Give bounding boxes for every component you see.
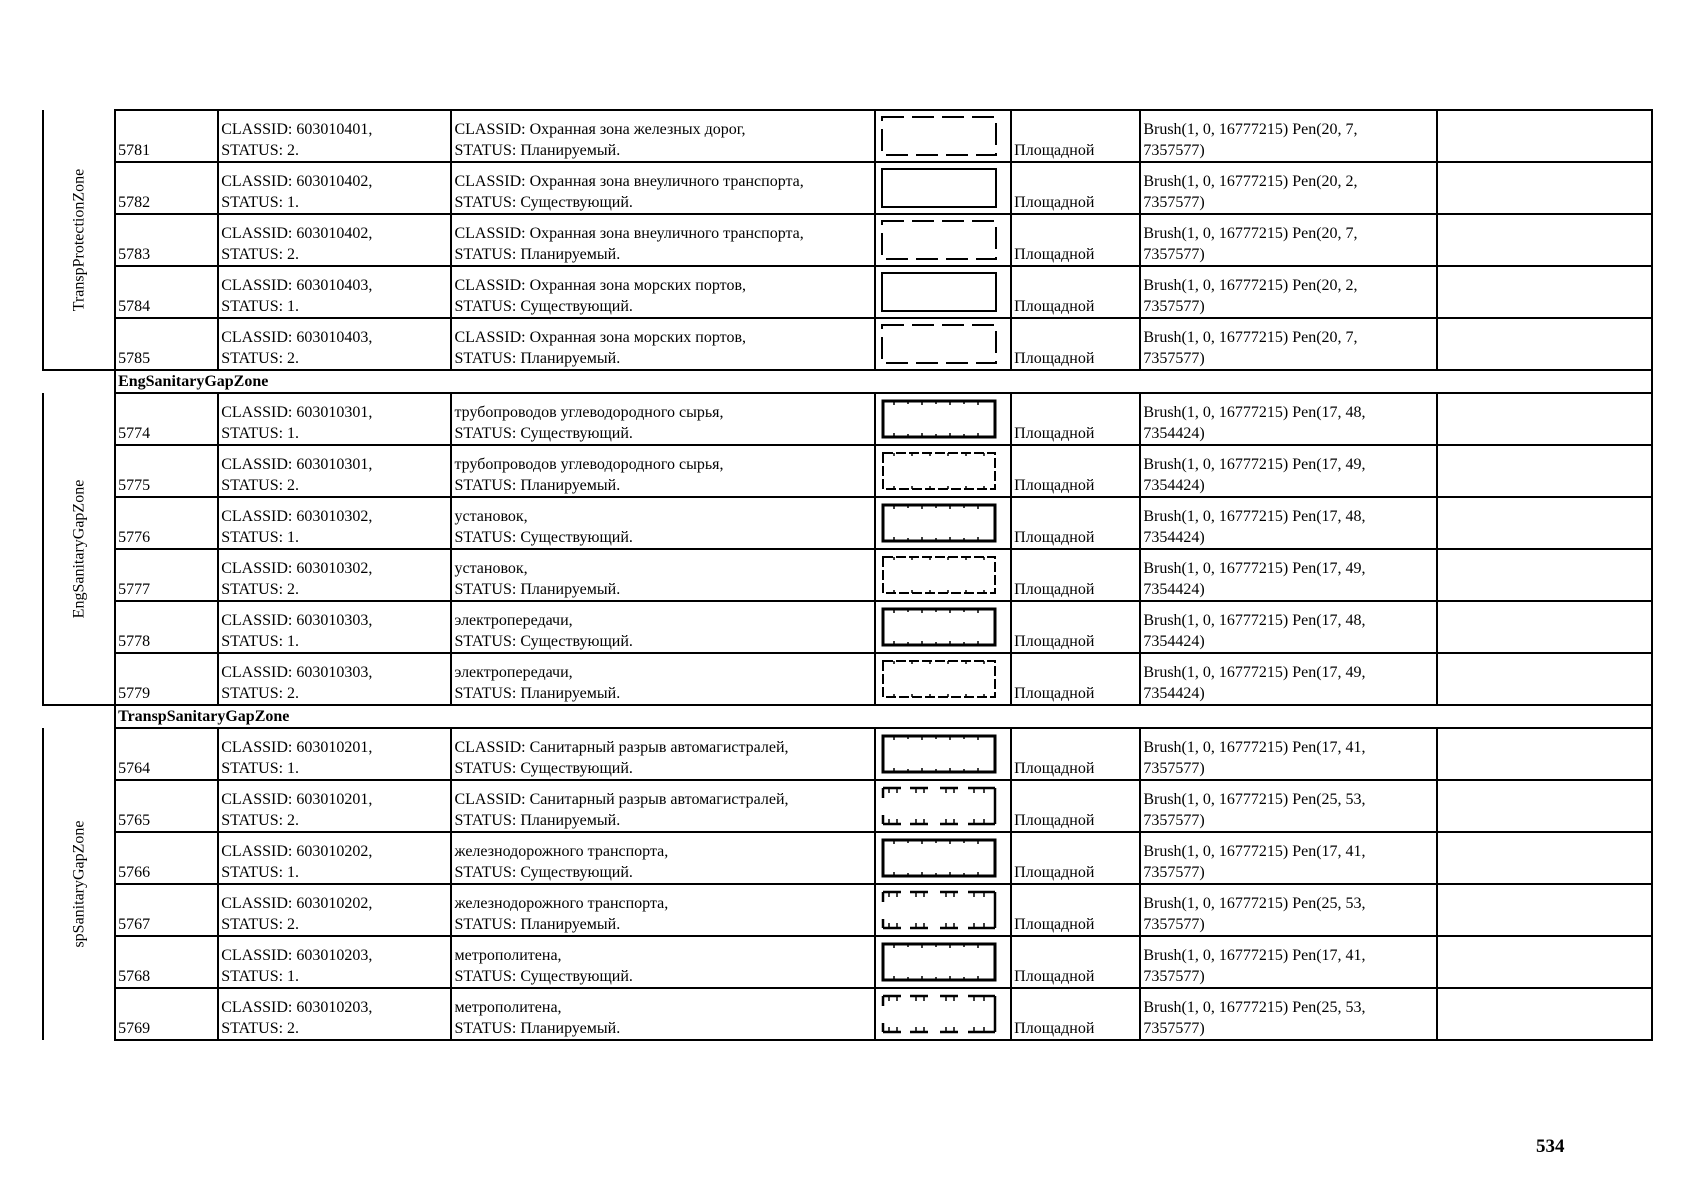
table-row [43,318,1652,370]
status-text: STATUS: Существующий. [454,425,633,442]
description-cell [451,653,875,705]
geometry-type-cell: Площадной [1011,497,1140,549]
geometry-type-cell: Площадной [1011,988,1140,1040]
style-color-text: 7357577) [1143,298,1205,315]
status-text: STATUS: Существующий. [454,633,633,650]
table-row [43,393,1652,445]
style-color-text: 7357577) [1143,246,1205,263]
class-cell [218,393,451,445]
style-brush-pen-text: Brush(1, 0, 16777215) Pen(25, 53, [1143,791,1366,808]
area-symbol-icon [880,500,998,546]
style-cell [1140,266,1436,318]
style-brush-pen-text: Brush(1, 0, 16777215) Pen(20, 2, [1143,173,1358,190]
table-row [43,601,1652,653]
geometry-type-cell: Площадной [1011,110,1140,162]
status-code-text: STATUS: 2. [221,916,300,933]
empty-cell [1437,445,1652,497]
geometry-type-cell: Площадной [1011,445,1140,497]
symbol-cell [875,318,1011,370]
code-cell: 5774 [115,393,218,445]
status-code-text: STATUS: 1. [221,633,300,650]
description-text: CLASSID: Охранная зона внеуличного транспорта, [454,225,804,242]
table-row [43,832,1652,884]
description-cell [451,832,875,884]
class-id-text: CLASSID: 603010302, [221,560,373,577]
class-id-text: CLASSID: 603010403, [221,277,373,294]
geometry-type-cell: Площадной [1011,549,1140,601]
description-text: метрополитена, [454,947,562,964]
area-symbol-icon [880,731,998,777]
symbol-cell [875,445,1011,497]
class-cell [218,162,451,214]
symbol-cell [875,728,1011,780]
empty-cell [1437,497,1652,549]
empty-cell [1437,601,1652,653]
table-row [43,445,1652,497]
status-text: STATUS: Планируемый. [454,581,621,598]
class-id-text: CLASSID: 603010301, [221,404,373,421]
style-color-text: 7357577) [1143,142,1205,159]
symbol-cell [875,549,1011,601]
description-cell [451,214,875,266]
geometry-type-cell: Площадной [1011,780,1140,832]
style-brush-pen-text: Brush(1, 0, 16777215) Pen(17, 41, [1143,947,1366,964]
code-cell: 5779 [115,653,218,705]
class-cell [218,832,451,884]
status-code-text: STATUS: 1. [221,760,300,777]
table-row [43,884,1652,936]
code-cell: 5775 [115,445,218,497]
style-cell [1140,110,1436,162]
style-brush-pen-text: Brush(1, 0, 16777215) Pen(20, 2, [1143,277,1358,294]
group-label-cell [43,728,115,1040]
style-cell [1140,728,1436,780]
description-text: CLASSID: Охранная зона внеуличного транспорта, [454,173,804,190]
code-cell: 5777 [115,549,218,601]
symbol-cell [875,884,1011,936]
empty-cell [1437,884,1652,936]
description-text: железнодорожного транспорта, [454,843,669,860]
class-cell [218,653,451,705]
geometry-type-cell: Площадной [1011,214,1140,266]
symbol-cell [875,393,1011,445]
class-cell [218,266,451,318]
empty-cell [1437,318,1652,370]
description-cell [451,988,875,1040]
area-symbol-icon [880,165,998,211]
status-text: STATUS: Планируемый. [454,142,621,159]
code-cell: 5765 [115,780,218,832]
geometry-type-cell: Площадной [1011,601,1140,653]
status-code-text: STATUS: 1. [221,864,300,881]
class-id-text: CLASSID: 603010303, [221,612,373,629]
geometry-type-cell: Площадной [1011,884,1140,936]
style-cell [1140,884,1436,936]
style-color-text: 7357577) [1143,812,1205,829]
empty-cell [1437,266,1652,318]
status-code-text: STATUS: 1. [221,425,300,442]
class-id-text: CLASSID: 603010203, [221,947,373,964]
area-symbol-icon [880,604,998,650]
class-id-text: CLASSID: 603010303, [221,664,373,681]
area-symbol-icon [880,113,998,159]
empty-cell [1437,988,1652,1040]
class-id-text: CLASSID: 603010302, [221,508,373,525]
geometry-type-cell: Площадной [1011,266,1140,318]
code-cell: 5778 [115,601,218,653]
area-symbol-icon [880,835,998,881]
group-header-label: TranspSanitaryGapZone [115,705,1652,728]
description-cell [451,266,875,318]
style-brush-pen-text: Brush(1, 0, 16777215) Pen(17, 48, [1143,508,1366,525]
class-id-text: CLASSID: 603010402, [221,225,373,242]
description-text: электропередачи, [454,612,573,629]
style-brush-pen-text: Brush(1, 0, 16777215) Pen(25, 53, [1143,999,1366,1016]
code-cell: 5764 [115,728,218,780]
area-symbol-icon [880,396,998,442]
class-cell [218,318,451,370]
status-text: STATUS: Существующий. [454,298,633,315]
description-cell [451,728,875,780]
empty-cell [1437,549,1652,601]
status-code-text: STATUS: 1. [221,529,300,546]
style-brush-pen-text: Brush(1, 0, 16777215) Pen(17, 49, [1143,456,1366,473]
status-code-text: STATUS: 1. [221,298,300,315]
table-row [43,110,1652,162]
code-cell: 5781 [115,110,218,162]
symbol-cell [875,110,1011,162]
style-color-text: 7354424) [1143,425,1205,442]
area-symbol-icon [880,887,998,933]
style-brush-pen-text: Brush(1, 0, 16777215) Pen(17, 41, [1143,739,1366,756]
symbol-cell [875,266,1011,318]
status-text: STATUS: Планируемый. [454,685,621,702]
code-cell: 5783 [115,214,218,266]
style-cell [1140,549,1436,601]
empty-cell [1437,728,1652,780]
symbol-cell [875,653,1011,705]
style-color-text: 7357577) [1143,194,1205,211]
style-cell [1140,393,1436,445]
class-cell [218,214,451,266]
empty-cell [1437,393,1652,445]
style-brush-pen-text: Brush(1, 0, 16777215) Pen(17, 41, [1143,843,1366,860]
class-id-text: CLASSID: 603010402, [221,173,373,190]
empty-cell [1437,936,1652,988]
group-header-row [43,370,1652,393]
class-id-text: CLASSID: 603010202, [221,895,373,912]
empty-cell [1437,110,1652,162]
style-cell [1140,936,1436,988]
symbol-cell [875,214,1011,266]
description-text: установок, [454,560,528,577]
table-row [43,780,1652,832]
area-symbol-icon [880,656,998,702]
geometry-type-cell: Площадной [1011,162,1140,214]
description-cell [451,110,875,162]
description-cell [451,162,875,214]
class-cell [218,780,451,832]
style-color-text: 7354424) [1143,529,1205,546]
class-cell [218,549,451,601]
description-cell [451,936,875,988]
status-text: STATUS: Планируемый. [454,916,621,933]
symbol-cell [875,162,1011,214]
group-label: spSanitaryGapZone [70,820,88,948]
empty-cell [1437,653,1652,705]
status-text: STATUS: Планируемый. [454,350,621,367]
table-row [43,497,1652,549]
style-color-text: 7357577) [1143,916,1205,933]
status-code-text: STATUS: 2. [221,685,300,702]
symbol-cell [875,832,1011,884]
description-cell [451,780,875,832]
geometry-type-cell: Площадной [1011,832,1140,884]
description-cell [451,445,875,497]
style-cell [1140,318,1436,370]
description-cell [451,318,875,370]
style-color-text: 7357577) [1143,760,1205,777]
style-color-text: 7357577) [1143,1020,1205,1037]
geometry-type-cell: Площадной [1011,318,1140,370]
table-row [43,162,1652,214]
symbol-cell [875,780,1011,832]
area-symbol-icon [880,991,998,1037]
description-cell [451,497,875,549]
style-cell [1140,780,1436,832]
table-row [43,266,1652,318]
class-cell [218,988,451,1040]
table-row [43,653,1652,705]
class-cell [218,884,451,936]
symbol-cell [875,497,1011,549]
group-header-spacer [43,370,115,393]
style-cell [1140,653,1436,705]
page-number: 534 [1536,1136,1565,1157]
table-row [43,936,1652,988]
status-code-text: STATUS: 1. [221,194,300,211]
code-cell: 5768 [115,936,218,988]
style-brush-pen-text: Brush(1, 0, 16777215) Pen(25, 53, [1143,895,1366,912]
code-cell: 5785 [115,318,218,370]
status-code-text: STATUS: 2. [221,477,300,494]
description-cell [451,601,875,653]
style-brush-pen-text: Brush(1, 0, 16777215) Pen(17, 48, [1143,404,1366,421]
style-color-text: 7357577) [1143,864,1205,881]
status-code-text: STATUS: 1. [221,968,300,985]
class-cell [218,728,451,780]
description-cell [451,393,875,445]
area-symbol-icon [880,939,998,985]
area-symbol-icon [880,321,998,367]
description-text: метрополитена, [454,999,562,1016]
style-brush-pen-text: Brush(1, 0, 16777215) Pen(20, 7, [1143,329,1358,346]
class-cell [218,110,451,162]
class-id-text: CLASSID: 603010201, [221,739,373,756]
table-row [43,988,1652,1040]
geometry-type-cell: Площадной [1011,728,1140,780]
class-id-text: CLASSID: 603010201, [221,791,373,808]
description-text: CLASSID: Охранная зона морских портов, [454,329,746,346]
group-label-cell [43,110,115,370]
area-symbol-icon [880,217,998,263]
empty-cell [1437,832,1652,884]
style-cell [1140,497,1436,549]
style-brush-pen-text: Brush(1, 0, 16777215) Pen(17, 48, [1143,612,1366,629]
group-header-label: EngSanitaryGapZone [115,370,1652,393]
style-cell [1140,832,1436,884]
area-symbol-icon [880,448,998,494]
area-symbol-icon [880,783,998,829]
status-code-text: STATUS: 2. [221,581,300,598]
symbol-cell [875,601,1011,653]
style-cell [1140,162,1436,214]
description-text: трубопроводов углеводородного сырья, [454,404,724,421]
style-color-text: 7357577) [1143,968,1205,985]
style-brush-pen-text: Brush(1, 0, 16777215) Pen(20, 7, [1143,225,1358,242]
status-text: STATUS: Планируемый. [454,477,621,494]
style-color-text: 7357577) [1143,350,1205,367]
status-text: STATUS: Планируемый. [454,812,621,829]
description-cell [451,884,875,936]
area-symbol-icon [880,269,998,315]
code-cell: 5769 [115,988,218,1040]
geometry-type-cell: Площадной [1011,936,1140,988]
description-text: CLASSID: Охранная зона морских портов, [454,277,746,294]
status-text: STATUS: Планируемый. [454,246,621,263]
style-cell [1140,601,1436,653]
classifier-table-body [43,110,1652,1040]
style-brush-pen-text: Brush(1, 0, 16777215) Pen(20, 7, [1143,121,1358,138]
status-text: STATUS: Существующий. [454,194,633,211]
status-code-text: STATUS: 2. [221,142,300,159]
status-text: STATUS: Существующий. [454,968,633,985]
status-code-text: STATUS: 2. [221,812,300,829]
style-brush-pen-text: Brush(1, 0, 16777215) Pen(17, 49, [1143,560,1366,577]
classifier-table [42,109,1653,1041]
style-color-text: 7354424) [1143,633,1205,650]
group-label-cell [43,393,115,705]
description-cell [451,549,875,601]
table-row [43,549,1652,601]
class-cell [218,445,451,497]
description-text: электропередачи, [454,664,573,681]
class-cell [218,601,451,653]
style-color-text: 7354424) [1143,685,1205,702]
status-code-text: STATUS: 2. [221,246,300,263]
description-text: железнодорожного транспорта, [454,895,669,912]
empty-cell [1437,162,1652,214]
style-cell [1140,445,1436,497]
status-code-text: STATUS: 2. [221,350,300,367]
table-row [43,728,1652,780]
code-cell: 5782 [115,162,218,214]
status-text: STATUS: Существующий. [454,760,633,777]
description-text: трубопроводов углеводородного сырья, [454,456,724,473]
class-id-text: CLASSID: 603010403, [221,329,373,346]
description-text: установок, [454,508,528,525]
symbol-cell [875,988,1011,1040]
area-symbol-icon [880,552,998,598]
empty-cell [1437,214,1652,266]
style-color-text: 7354424) [1143,581,1205,598]
empty-cell [1437,780,1652,832]
status-code-text: STATUS: 2. [221,1020,300,1037]
symbol-cell [875,936,1011,988]
description-text: CLASSID: Санитарный разрыв автомагистралей, [454,739,789,756]
style-cell [1140,214,1436,266]
geometry-type-cell: Площадной [1011,653,1140,705]
class-id-text: CLASSID: 603010202, [221,843,373,860]
code-cell: 5766 [115,832,218,884]
style-cell [1140,988,1436,1040]
code-cell: 5784 [115,266,218,318]
geometry-type-cell: Площадной [1011,393,1140,445]
style-color-text: 7354424) [1143,477,1205,494]
class-id-text: CLASSID: 603010401, [221,121,373,138]
class-id-text: CLASSID: 603010301, [221,456,373,473]
group-label: TranspProtectionZone [70,168,88,311]
code-cell: 5767 [115,884,218,936]
class-cell [218,497,451,549]
table-row [43,214,1652,266]
group-header-row [43,705,1652,728]
classifier-table-sheet [42,109,1653,1041]
status-text: STATUS: Существующий. [454,529,633,546]
description-text: CLASSID: Охранная зона железных дорог, [454,121,746,138]
group-label: EngSanitaryGapZone [70,479,88,618]
status-text: STATUS: Планируемый. [454,1020,621,1037]
description-text: CLASSID: Санитарный разрыв автомагистралей, [454,791,789,808]
group-header-spacer [43,705,115,728]
style-brush-pen-text: Brush(1, 0, 16777215) Pen(17, 49, [1143,664,1366,681]
class-cell [218,936,451,988]
class-id-text: CLASSID: 603010203, [221,999,373,1016]
status-text: STATUS: Существующий. [454,864,633,881]
code-cell: 5776 [115,497,218,549]
